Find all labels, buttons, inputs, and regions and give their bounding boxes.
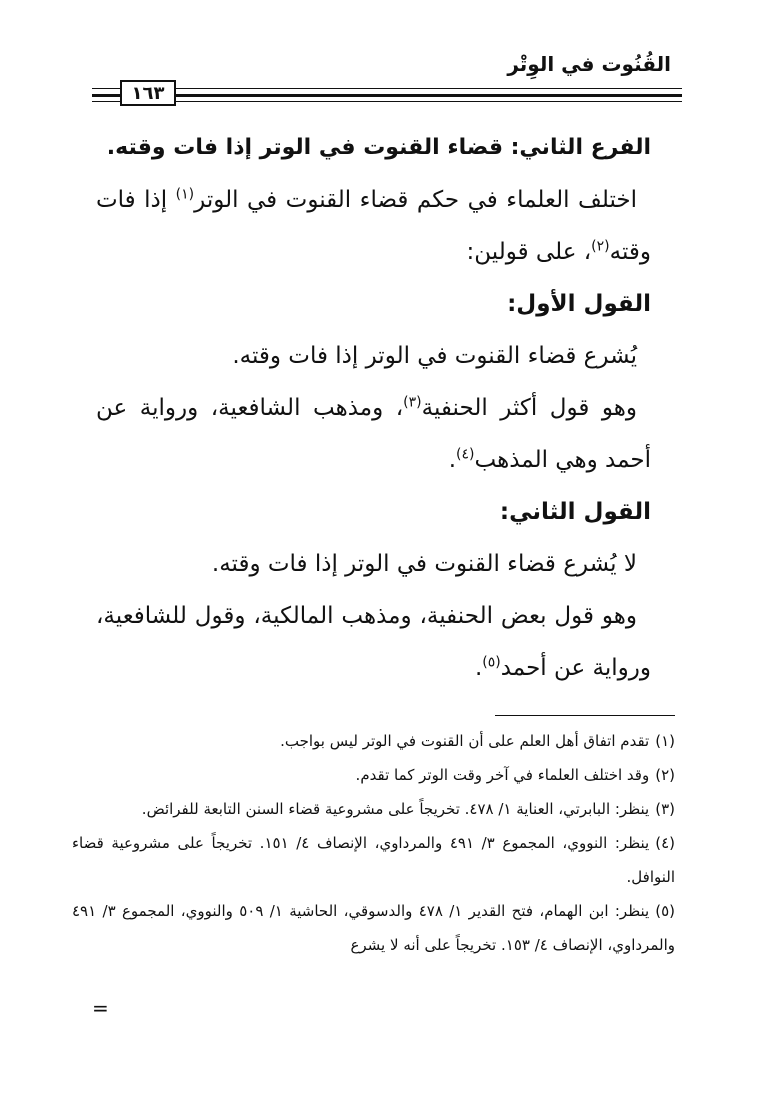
footnote-ref-2[interactable]: (٢) [591, 238, 610, 255]
footnote-number: (٢) [655, 766, 675, 784]
section-heading: الفرع الثاني: قضاء القنوت في الوتر إذا فات وقته. [106, 135, 651, 160]
main-text [96, 122, 651, 694]
second-support-text-1: وهو قول بعض الحنفية، ومذهب المالكية، وقول للشافعية، ورواية عن أحمد [96, 603, 651, 681]
footnote-ref-3[interactable]: (٣) [403, 394, 422, 411]
header-rule-bottom [92, 101, 682, 102]
footnote-5 [72, 894, 675, 962]
footnotes [72, 724, 675, 962]
first-opinion-text [96, 330, 651, 382]
first-opinion-statement: يُشرع قضاء القنوت في الوتر إذا فات وقته. [232, 343, 637, 369]
footnote-number: (١) [655, 732, 675, 750]
footnote-text: تقدم اتفاق أهل العلم على أن القنوت في الوتر ليس بواجب. [280, 732, 650, 750]
first-opinion-support [96, 382, 651, 486]
first-support-text-2: ، ومذهب الشافعية، ورواية عن أحمد وهي المذهب [96, 395, 651, 473]
footnote-number: (٥) [655, 902, 675, 920]
footnote-4 [72, 826, 675, 894]
footnote-text: ينظر: البابرتي، العناية ١/ ٤٧٨. تخريجاً على مشروعية قضاء السنن التابعة للفرائض. [141, 800, 650, 818]
running-title: القُنُوت في الوِتْر [507, 52, 671, 76]
first-opinion-heading: القول الأول: [507, 291, 651, 317]
footnote-text: وقد اختلف العلماء في آخر وقت الوتر كما تقدم. [355, 766, 650, 784]
footnote-ref-5[interactable]: (٥) [482, 654, 501, 671]
footnote-text: ينظر: النووي، المجموع ٣/ ٤٩١ والمرداوي، الإنصاف ٤/ ١٥١. تخريجاً على مشروعية قضاء النوافل. [72, 834, 675, 886]
continuation-mark: = [92, 996, 109, 1020]
footnote-separator [495, 715, 675, 716]
second-support-text-2: . [474, 655, 483, 681]
footnote-number: (٣) [655, 800, 675, 818]
header-rule-middle [92, 94, 682, 97]
first-support-text-3: . [448, 447, 457, 473]
first-support-text-1: وهو قول أكثر الحنفية [421, 395, 638, 421]
second-opinion-heading: القول الثاني: [499, 499, 651, 525]
intro-text-2: إذا فات وقته [96, 187, 651, 265]
footnote-ref-1[interactable]: (١) [175, 186, 195, 203]
page-number: ١٦٣ [120, 80, 176, 106]
footnote-2 [72, 758, 675, 792]
second-opinion-text [96, 538, 651, 590]
footnote-text: ينظر: ابن الهمام، فتح القدير ١/ ٤٧٨ والدسوقي، الحاشية ١/ ٥٠٩ والنووي، المجموع ٣/ ٤٩١ والمرداوي، الإنصاف ٤/ ١٥٣. تخريجاً على أنه لا يشرع [72, 902, 675, 954]
second-opinion-statement: لا يُشرع قضاء القنوت في الوتر إذا فات وقته. [211, 551, 637, 577]
intro-paragraph [96, 174, 651, 278]
second-opinion-support [96, 590, 651, 694]
footnote-ref-4[interactable]: (٤) [456, 446, 475, 463]
header-rule-top [92, 88, 682, 89]
intro-text-1: اختلف العلماء في حكم قضاء القنوت في الوتر [194, 187, 637, 213]
footnote-1 [72, 724, 675, 758]
footnote-3 [72, 792, 675, 826]
intro-text-3: ، على قولين: [466, 239, 592, 265]
footnote-number: (٤) [655, 834, 675, 852]
